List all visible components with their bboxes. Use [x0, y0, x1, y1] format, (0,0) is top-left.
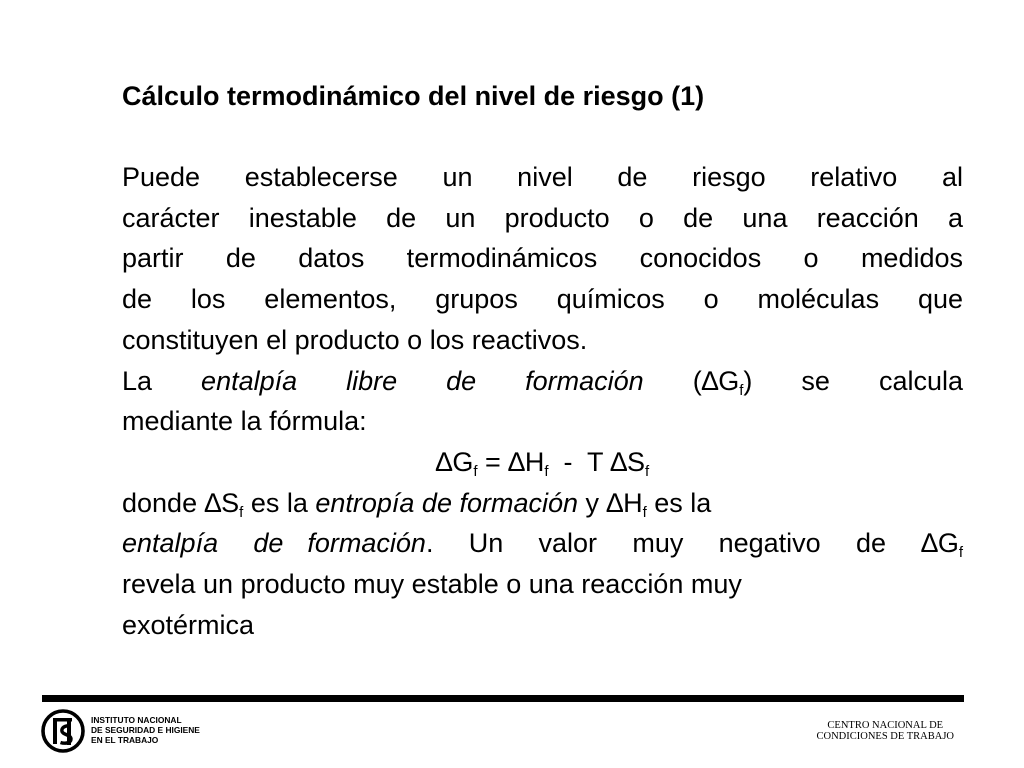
- word-se: se: [801, 365, 830, 396]
- body-line: de los elementos, grupos químicos o moléculas que: [122, 284, 963, 315]
- footer-divider: [42, 695, 964, 702]
- slide-body: [122, 157, 963, 645]
- entropy-definition-line: donde $\Delta S_f$ es la entropía de formación y $\Delta H_f$ es la: [122, 487, 712, 521]
- formula: $\Delta G_f = \Delta H_f - T$ $\Delta S_f$: [435, 446, 650, 480]
- body-line: mediante la fórmula:: [122, 406, 367, 437]
- enthalpy-definition-line: entalpía de formación. Un valor muy negativo de $\Delta G_f$: [122, 528, 963, 562]
- term-gibbs-energy: entalpía libre de formación: [201, 365, 644, 396]
- gibbs-definition-line: [122, 361, 963, 402]
- insht-logo: [40, 708, 200, 754]
- body-line: revela un producto muy estable o una reacción muy: [122, 569, 742, 600]
- body-line: partir de datos termodinámicos conocidos o medidos: [122, 243, 963, 274]
- term-entropy: entropía de formación: [315, 487, 579, 518]
- insht-name: INSTITUTO NACIONAL DE SEGURIDAD E HIGIENE EN EL TRABAJO: [91, 715, 200, 745]
- body-line: exotérmica: [122, 609, 255, 640]
- word-la: La: [122, 365, 153, 396]
- word-calcula: calcula: [878, 365, 963, 396]
- body-line: constituyen el producto o los reactivos.: [122, 324, 588, 355]
- symbol-delta-g: $(\Delta G_f)$: [692, 365, 753, 399]
- insht-emblem-icon: [40, 708, 86, 754]
- slide-title: Cálculo termodinámico del nivel de riesgo (1): [122, 81, 705, 111]
- footer-centro-nacional: CENTRO NACIONAL DE CONDICIONES DE TRABAJO: [816, 720, 954, 742]
- body-line: Puede establecerse un nivel de riesgo relativo al: [122, 162, 963, 192]
- body-line: carácter inestable de un producto o de una reacción a: [122, 202, 963, 233]
- term-enthalpy: entalpía de formación: [122, 528, 426, 559]
